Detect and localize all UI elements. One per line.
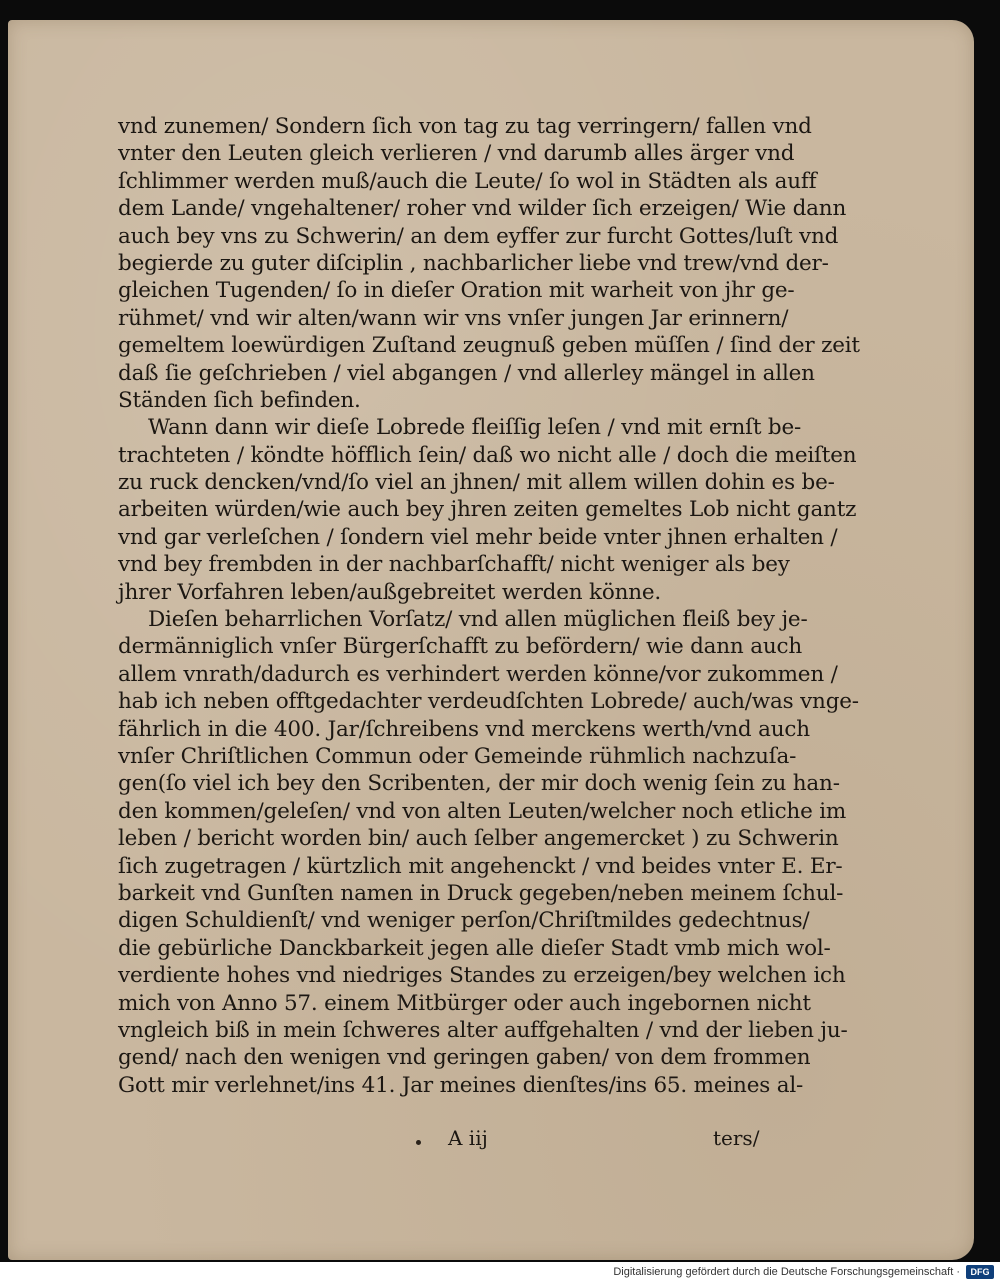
text-line: gemeltem loewürdigen Zuſtand zeugnuß geben müſſen / ſind der zeit (118, 333, 860, 359)
dfg-logo-icon: DFG (966, 1265, 994, 1279)
text-line: rühmet/ vnd wir alten/wann wir vns vnſer jungen Jar erinnern/ (118, 305, 789, 331)
text-line: ſich zugetragen / kürtzlich mit angehenckt / vnd beides vnter E. Er- (118, 853, 843, 879)
text-line: dermänniglich vnſer Bürgerſchafft zu befördern/ wie dann auch (118, 634, 802, 660)
paragraph-start: Wann dann wir dieſe Lobrede fleiſſig leſen / vnd mit ernſt be- (148, 415, 802, 441)
text-line: verdiente hohes vnd niedriges Standes zu erzeigen/bey welchen ich (118, 963, 846, 989)
text-line: mich von Anno 57. einem Mitbürger oder auch ingebornen nicht (118, 990, 811, 1016)
text-line: zu ruck dencken/vnd/ſo viel an jhnen/ mit allem willen dohin es be- (118, 470, 835, 496)
text-line: arbeiten würden/wie auch bey jhren zeiten gemeltes Lob nicht gantz (118, 497, 857, 523)
signature-mark: A iij (448, 1126, 488, 1150)
text-line: begierde zu guter diſciplin , nachbarlicher liebe vnd trew/vnd der- (118, 250, 829, 276)
text-line: dem Lande/ vngehaltener/ roher vnd wilder ſich erzeigen/ Wie dann (118, 196, 847, 222)
text-line: digen Schuldienſt/ vnd weniger perſon/Chriſtmildes gedechtnus/ (118, 908, 810, 934)
text-line: ſchlimmer werden muß/auch die Leute/ ſo wol in Städten als auff (118, 168, 817, 194)
book-page (8, 20, 974, 1260)
text-line: hab ich neben offtgedachter verdeudſchten Lobrede/ auch/was vnge- (118, 689, 859, 715)
text-line: vnd gar verleſchen / ſondern viel mehr beide vnter jhnen erhalten / (118, 524, 838, 550)
text-line: fährlich in die 400. Jar/ſchreibens vnd merckens werth/vnd auch (118, 716, 810, 742)
text-line: vnd zunemen/ Sondern ſich von tag zu tag verringern/ fallen vnd (118, 114, 812, 139)
text-line: barkeit vnd Gunſten namen in Druck gegeben/neben meinem ſchul- (118, 880, 844, 906)
paragraph-start: Dieſen beharrlichen Vorſatz/ vnd allen müglichen fleiß bey je- (148, 607, 808, 633)
funding-credit: Digitalisierung gefördert durch die Deutsche Forschungsgemeinschaft · (613, 1266, 960, 1278)
text-line: gen(ſo viel ich bey den Scribenten, der mir doch wenig ſein zu han- (118, 771, 840, 797)
text-line: daß ſie geſchrieben / viel abgangen / vnd allerley mängel in allen (118, 360, 815, 386)
text-line: vngleich biß in mein ſchweres alter auffgehalten / vnd der lieben ju- (118, 1017, 848, 1043)
text-line: Gott mir verlehnet/ins 41. Jar meines dienſtes/ins 65. meines al- (118, 1072, 804, 1098)
catchword: ters/ (713, 1126, 760, 1150)
footer-bar (0, 1262, 1000, 1285)
text-line: vnſer Chriſtlichen Commun oder Gemeinde rühmlich nachzuſa- (118, 743, 797, 769)
text-line: auch bey vns zu Schwerin/ an dem eyffer zur furcht Gottes/luſt vnd (118, 223, 839, 249)
text-line: gleichen Tugenden/ ſo in dieſer Oration mit warheit von jhr ge- (118, 278, 795, 304)
text-line: Ständen ſich befinden. (118, 387, 361, 413)
ink-dot (416, 1140, 421, 1145)
text-line: die gebürliche Danckbarkeit jegen alle dieſer Stadt vmb mich wol- (118, 935, 831, 961)
text-line: trachteten / köndte höfflich ſein/ daß wo nicht alle / doch die meiſten (118, 442, 857, 468)
text-line: allem vnrath/dadurch es verhindert werden könne/vor zukommen / (118, 661, 838, 687)
body-text (118, 113, 860, 1099)
text-line: leben / bericht worden bin/ auch ſelber angemercket ) zu Schwerin (118, 826, 839, 852)
text-line: den kommen/geleſen/ vnd von alten Leuten/welcher noch etliche im (118, 798, 847, 824)
text-line: vnd bey frembden in der nachbarſchafft/ nicht weniger als bey (118, 552, 790, 578)
text-line: vnter den Leuten gleich verlieren / vnd darumb alles ärger vnd (118, 141, 795, 167)
text-line: gend/ nach den wenigen vnd geringen gaben/ von dem frommen (118, 1045, 811, 1071)
text-line: jhrer Vorfahren leben/außgebreitet werden könne. (118, 579, 662, 605)
